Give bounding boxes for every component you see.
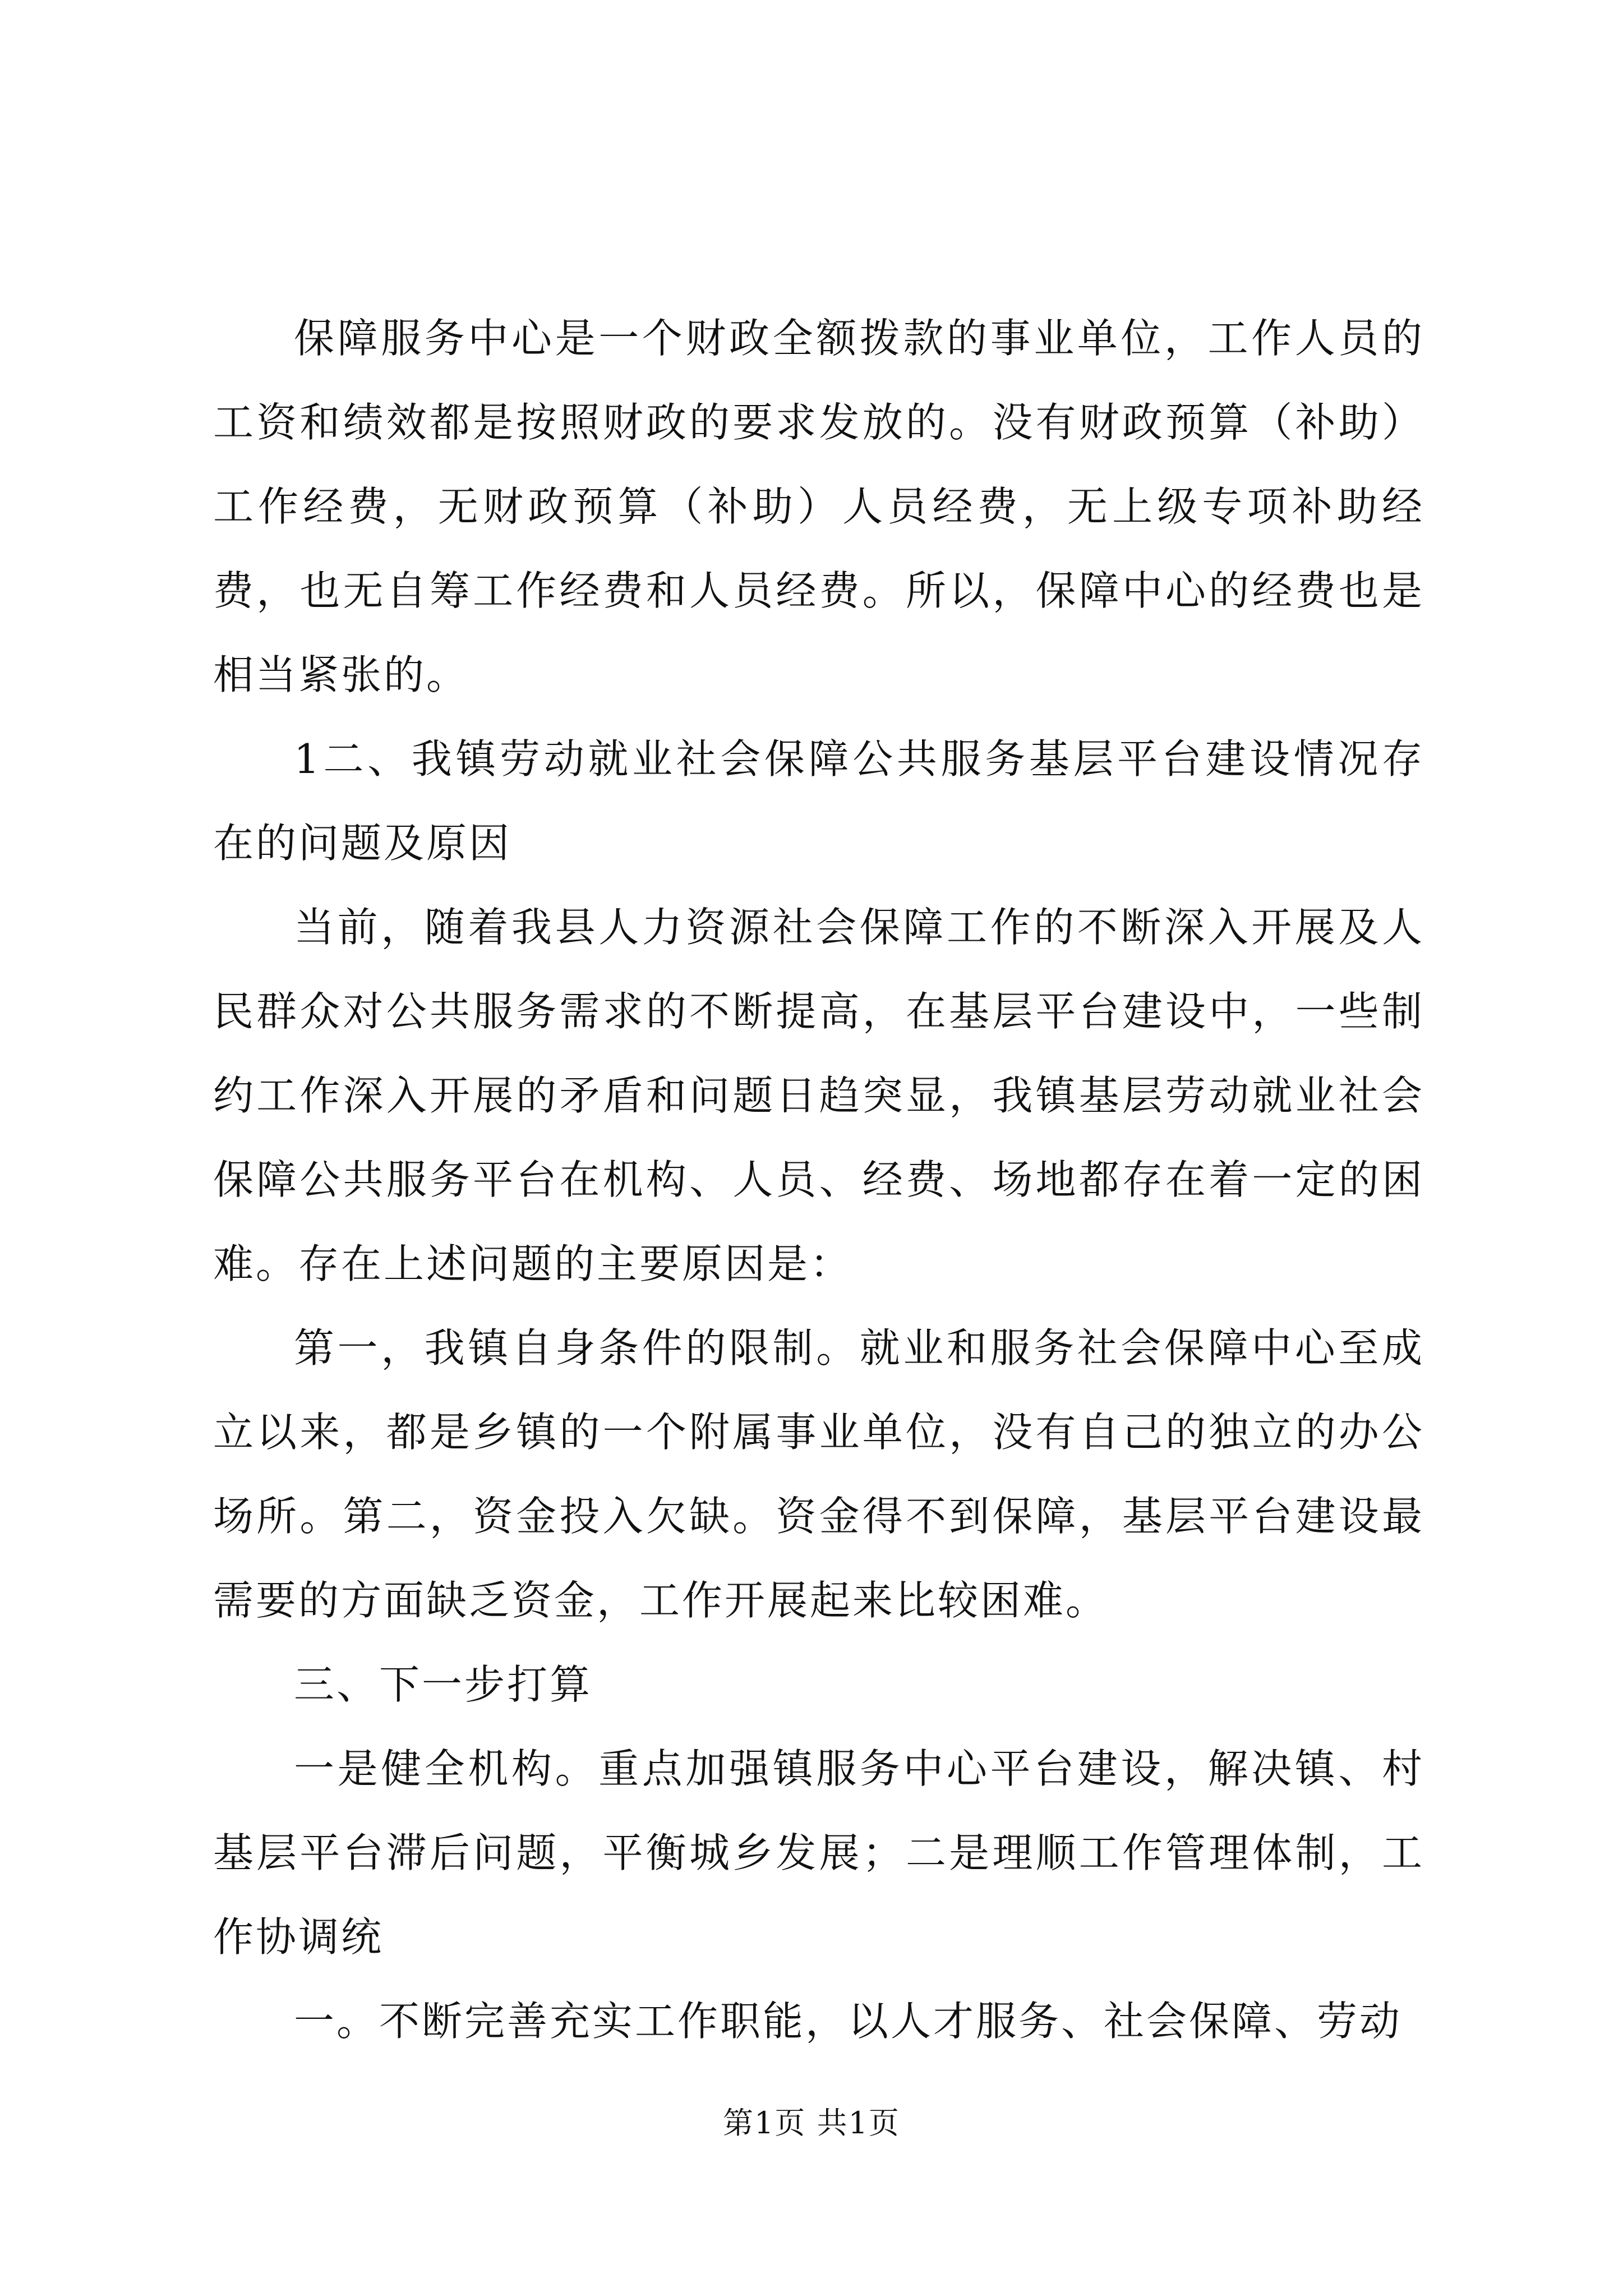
paragraph-plan-continued: 一。不断完善充实工作职能，以人才服务、社会保障、劳动 [294,1998,1403,2045]
document-body [213,296,1424,2063]
paragraph-causes: 第一，我镇自身条件的限制。就业和服务社会保障中心至成立以来，都是乡镇的一个附属事业单位，没有自己的独立的办公场所。第二，资金投入欠缺。资金得不到保障，基层平台建设最需要的方面缺乏资金，工作开展起来比较困难。 [213,1324,1424,1624]
heading-problems: 1二、我镇劳动就业社会保障公共服务基层平台建设情况存在的问题及原因 [213,735,1424,867]
page-number: 第1页 共1页 [723,2105,900,2141]
paragraph-funding: 保障服务中心是一个财政全额拨款的事业单位，工作人员的工资和绩效都是按照财政的要求发放的。没有财政预算（补助）工作经费，无财政预算（补助）人员经费，无上级专项补助经费，也无自筹工作经费和人员经费。所以，保障中心的经费也是相当紧张的。 [213,315,1424,698]
paragraph-current-situation: 当前，随着我县人力资源社会保障工作的不断深入开展及人民群众对公共服务需求的不断提高，在基层平台建设中，一些制约工作深入开展的矛盾和问题日趋突显，我镇基层劳动就业社会保障公共服务平台在机构、人员、经费、场地都存在着一定的困难。存在上述问题的主要原因是： [213,904,1424,1287]
heading-next-steps: 三、下一步打算 [294,1661,593,1708]
paragraph-plan-one: 一是健全机构。重点加强镇服务中心平台建设，解决镇、村基层平台滞后问题，平衡城乡发展；二是理顺工作管理体制，工作协调统 [213,1745,1424,1961]
